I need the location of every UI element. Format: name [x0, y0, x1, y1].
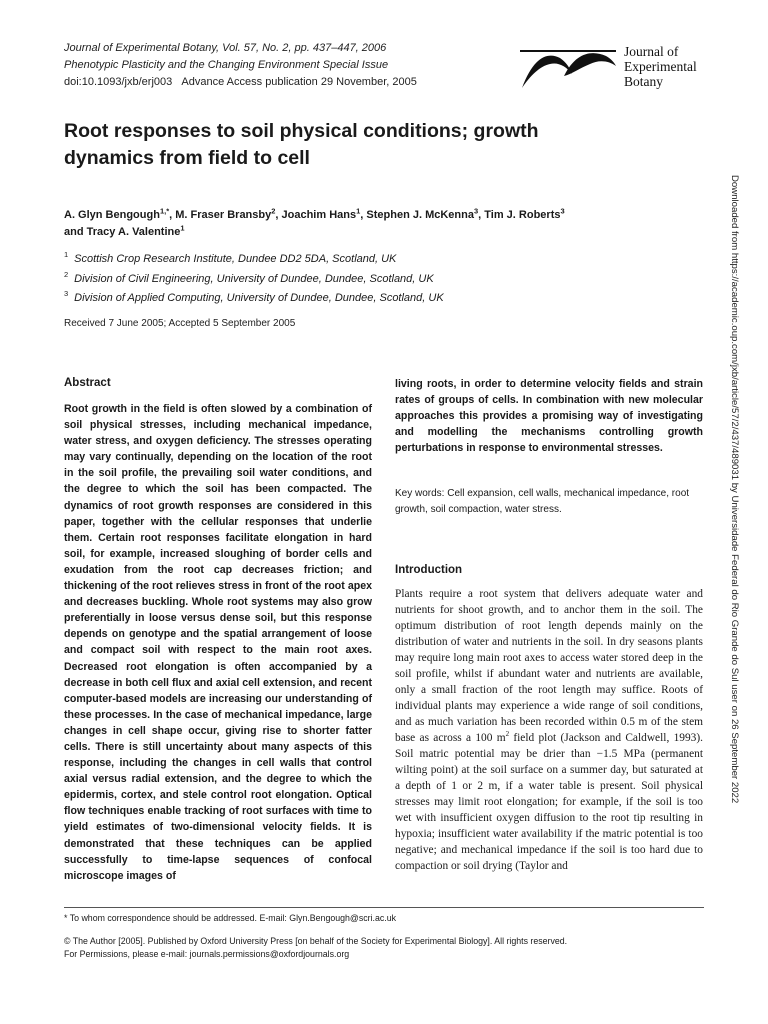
logo-line-2: Experimental: [624, 59, 697, 74]
authors-line-1: [64, 207, 684, 224]
author-affil: 2: [271, 206, 276, 216]
correspondence-note: * To whom correspondence should be addressed. E-mail: Glyn.Bengough@scri.ac.uk: [64, 913, 396, 923]
advance-access: Advance Access publication 29 November, 2005: [181, 76, 417, 88]
author-affil: 1,*: [159, 206, 170, 216]
keywords: Key words: Cell expansion, cell walls, mechanical impedance, root growth, soil compaction, water stress.: [395, 488, 690, 515]
copyright-notice: [64, 935, 704, 960]
special-issue: Phenotypic Plasticity and the Changing Environment Special Issue: [64, 59, 389, 71]
affiliation-text: Scottish Crop Research Institute, Dundee DD2 5DA, Scotland, UK: [74, 253, 397, 265]
affiliations: [64, 250, 684, 309]
author-list: [64, 207, 684, 241]
author-name: , Joachim Hans: [275, 209, 357, 221]
author-name: , M. Fraser Bransby: [169, 209, 272, 221]
affiliation-item: [64, 289, 684, 309]
logo-line-3: Botany: [624, 74, 663, 89]
abstract-column-1: Root growth in the field is often slowed by a combination of soil physical stresses, including mechanical impedance, water stress, and oxygen deficiency. The stresses operating may vary continually, depending on the location of the root in the soil profile, the prevailing soil water conditions, and the degree to which the soil has been compacted. The dynamics of root growth responses are considered in this paper, together with the cellular responses that underlie them. Certain root responses facilitate elongation in hard soil, for example, increased sloughing of border cells and exudation from the root cap decreases friction; and thickening of the root relieves stress in front of the root apex and decreases buckling. Whole root systems may also grow preferentially in loose versus dense soil, but this response depends on genotype and the spatial arrangement of loose and compact soil with respect to the main root axes. Decreased root elongation is often accompanied by a decrease in both cell flux and axial cell extension, and recent computer-based models are increasing our understanding of these processes. In the case of mechanical impedance, large changes in cell shape occur, giving rise to shorter fatter cells. There is still uncertainty about many aspects of this response, including the changes in cell walls that control axial versus radial extension, and the degree to which the epidermis, cortex, and stele control root elongation. Optical flow techniques enable tracking of root surfaces with time to yield estimates of two-dimensional velocity fields. It is demonstrated that these techniques can be applied successfully to time-lapse sequences of confocal microscope images of: [64, 403, 372, 882]
journal-header: [64, 40, 417, 91]
author-name: , Tim J. Roberts: [478, 209, 561, 221]
authors-line-2: [64, 224, 684, 241]
wing-icon: [520, 48, 618, 90]
introduction-heading: Introduction: [395, 564, 463, 576]
affiliation-text: Division of Applied Computing, University of Dundee, Dundee, Scotland, UK: [74, 292, 444, 304]
journal-citation: Journal of Experimental Botany, Vol. 57, No. 2, pp. 437–447, 2006: [64, 42, 387, 54]
author-name: and Tracy A. Valentine: [64, 226, 181, 238]
doi-line: [64, 74, 417, 91]
affiliation-item: [64, 250, 684, 270]
logo-text: [624, 44, 697, 89]
intro-superscript: 2: [505, 730, 510, 739]
intro-text-b: field plot (Jackson and Caldwell, 1993). Soil matric potential may be drier than −1.5 MPa (permanent wilting point) at the soil surface on a summer day, but saturated at a depth of 1 or 2 m, if a water table is present. Soil physical stresses may limit root elongation; for example, if the soil is too wet with insufficient oxygen diffusion to the root tip resulting in hypoxia; insufficient water availability if the matric potential is too negative; and mechanical impedance if the soil is too hard due to compaction or soil drying (Taylor and: [395, 732, 703, 872]
author-name: A. Glyn Bengough: [64, 209, 160, 221]
abstract-column-2: living roots, in order to determine velocity fields and strain rates of groups of cells. In combination with new molecular approaches this provides a promising way of investigating and modelling the mechanisms controlling growth perturbations in response to environmental stresses.: [395, 378, 703, 455]
journal-logo: [520, 44, 697, 94]
footnote-divider: [64, 907, 704, 908]
title-line-1: Root responses to soil physical conditions; growth: [64, 120, 539, 142]
author-name: , Stephen J. McKenna: [360, 209, 474, 221]
affiliation-number: 1: [64, 250, 69, 260]
author-affil: 3: [560, 206, 565, 216]
author-affil: 1: [180, 223, 185, 233]
received-dates: Received 7 June 2005; Accepted 5 September 2005: [64, 318, 296, 329]
logo-line-1: Journal of: [624, 44, 679, 59]
abstract-heading: Abstract: [64, 377, 111, 389]
copyright-line: © The Author [2005]. Published by Oxford University Press [on behalf of the Society for Experimental Biology]. All rights reserved.: [64, 936, 568, 946]
download-watermark: Downloaded from https://academic.oup.com/jxb/article/57/2/437/489031 by Universidade Federal do Rio Grande do Sul user on 26 September 2022: [729, 175, 740, 804]
intro-text-a: Plants require a root system that delivers adequate water and nutrients for shoot growth, and to anchor them in the soil. The optimum distribution of root length depends mainly on the distribution of water and nutrients in the soil. In dry seasons plants may require long main root axes to access water stored deep in the soil profile, whilst if abundant water and nutrients are available, only a small fraction of the root length may suffice. Roots of individual plants may experience a wide range of soil conditions, and as much variation has been recorded within 0.5 m of the stem base as across a 100 m: [395, 588, 703, 744]
affiliation-number: 2: [64, 269, 69, 279]
affiliation-number: 3: [64, 289, 69, 299]
author-affil: 3: [473, 206, 479, 216]
article-title: [64, 118, 664, 172]
affiliation-text: Division of Civil Engineering, University of Dundee, Dundee, Scotland, UK: [74, 272, 434, 285]
author-affil: 1: [356, 206, 361, 216]
doi[interactable]: doi:10.1093/jxb/erj003: [64, 76, 173, 88]
permissions-line: For Permissions, please e-mail: journals.permissions@oxfordjournals.org: [64, 948, 350, 959]
introduction-body: [395, 586, 703, 874]
affiliation-item: [64, 270, 684, 290]
title-line-2: dynamics from field to cell: [64, 147, 310, 169]
